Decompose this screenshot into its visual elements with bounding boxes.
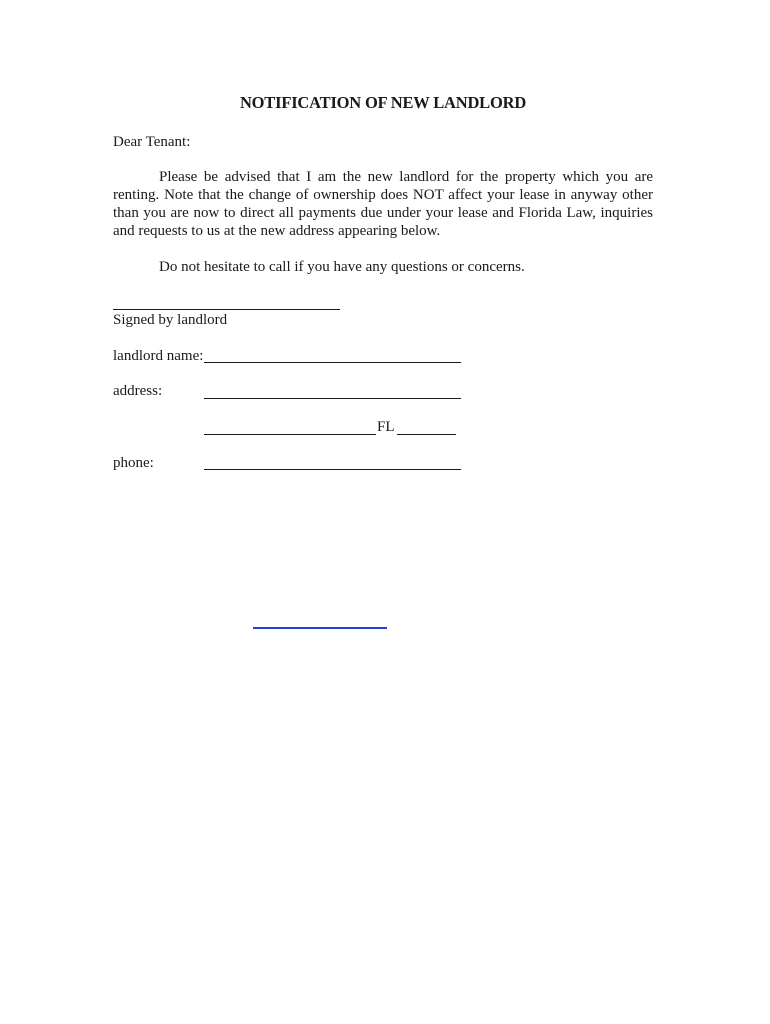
state-abbrev: FL [377,419,395,435]
landlord-name-label: landlord name: [113,348,204,364]
hyperlink-underline[interactable] [253,627,387,629]
address-label: address: [113,383,163,399]
landlord-name-field[interactable] [204,362,461,363]
signature-label: Signed by landlord [113,312,228,328]
address-street-field[interactable] [204,398,461,399]
address-zip-field[interactable] [397,434,456,435]
phone-label: phone: [113,455,154,471]
address-city-field[interactable] [204,434,376,435]
phone-field[interactable] [204,469,461,470]
closing-line: Do not hesitate to call if you have any questions or concerns. [159,259,525,275]
body-paragraph: Please be advised that I am the new landlord for the property which you are renting. Note that the change of ownership does NOT affect your lease in anyway other than you are now to direct all payments due under your lease and Florida Law, inquiries and requests to us at the new address appearing below. [113,169,653,239]
salutation: Dear Tenant: [113,134,191,150]
signature-line[interactable] [113,309,340,310]
document-title: NOTIFICATION OF NEW LANDLORD [239,93,527,112]
